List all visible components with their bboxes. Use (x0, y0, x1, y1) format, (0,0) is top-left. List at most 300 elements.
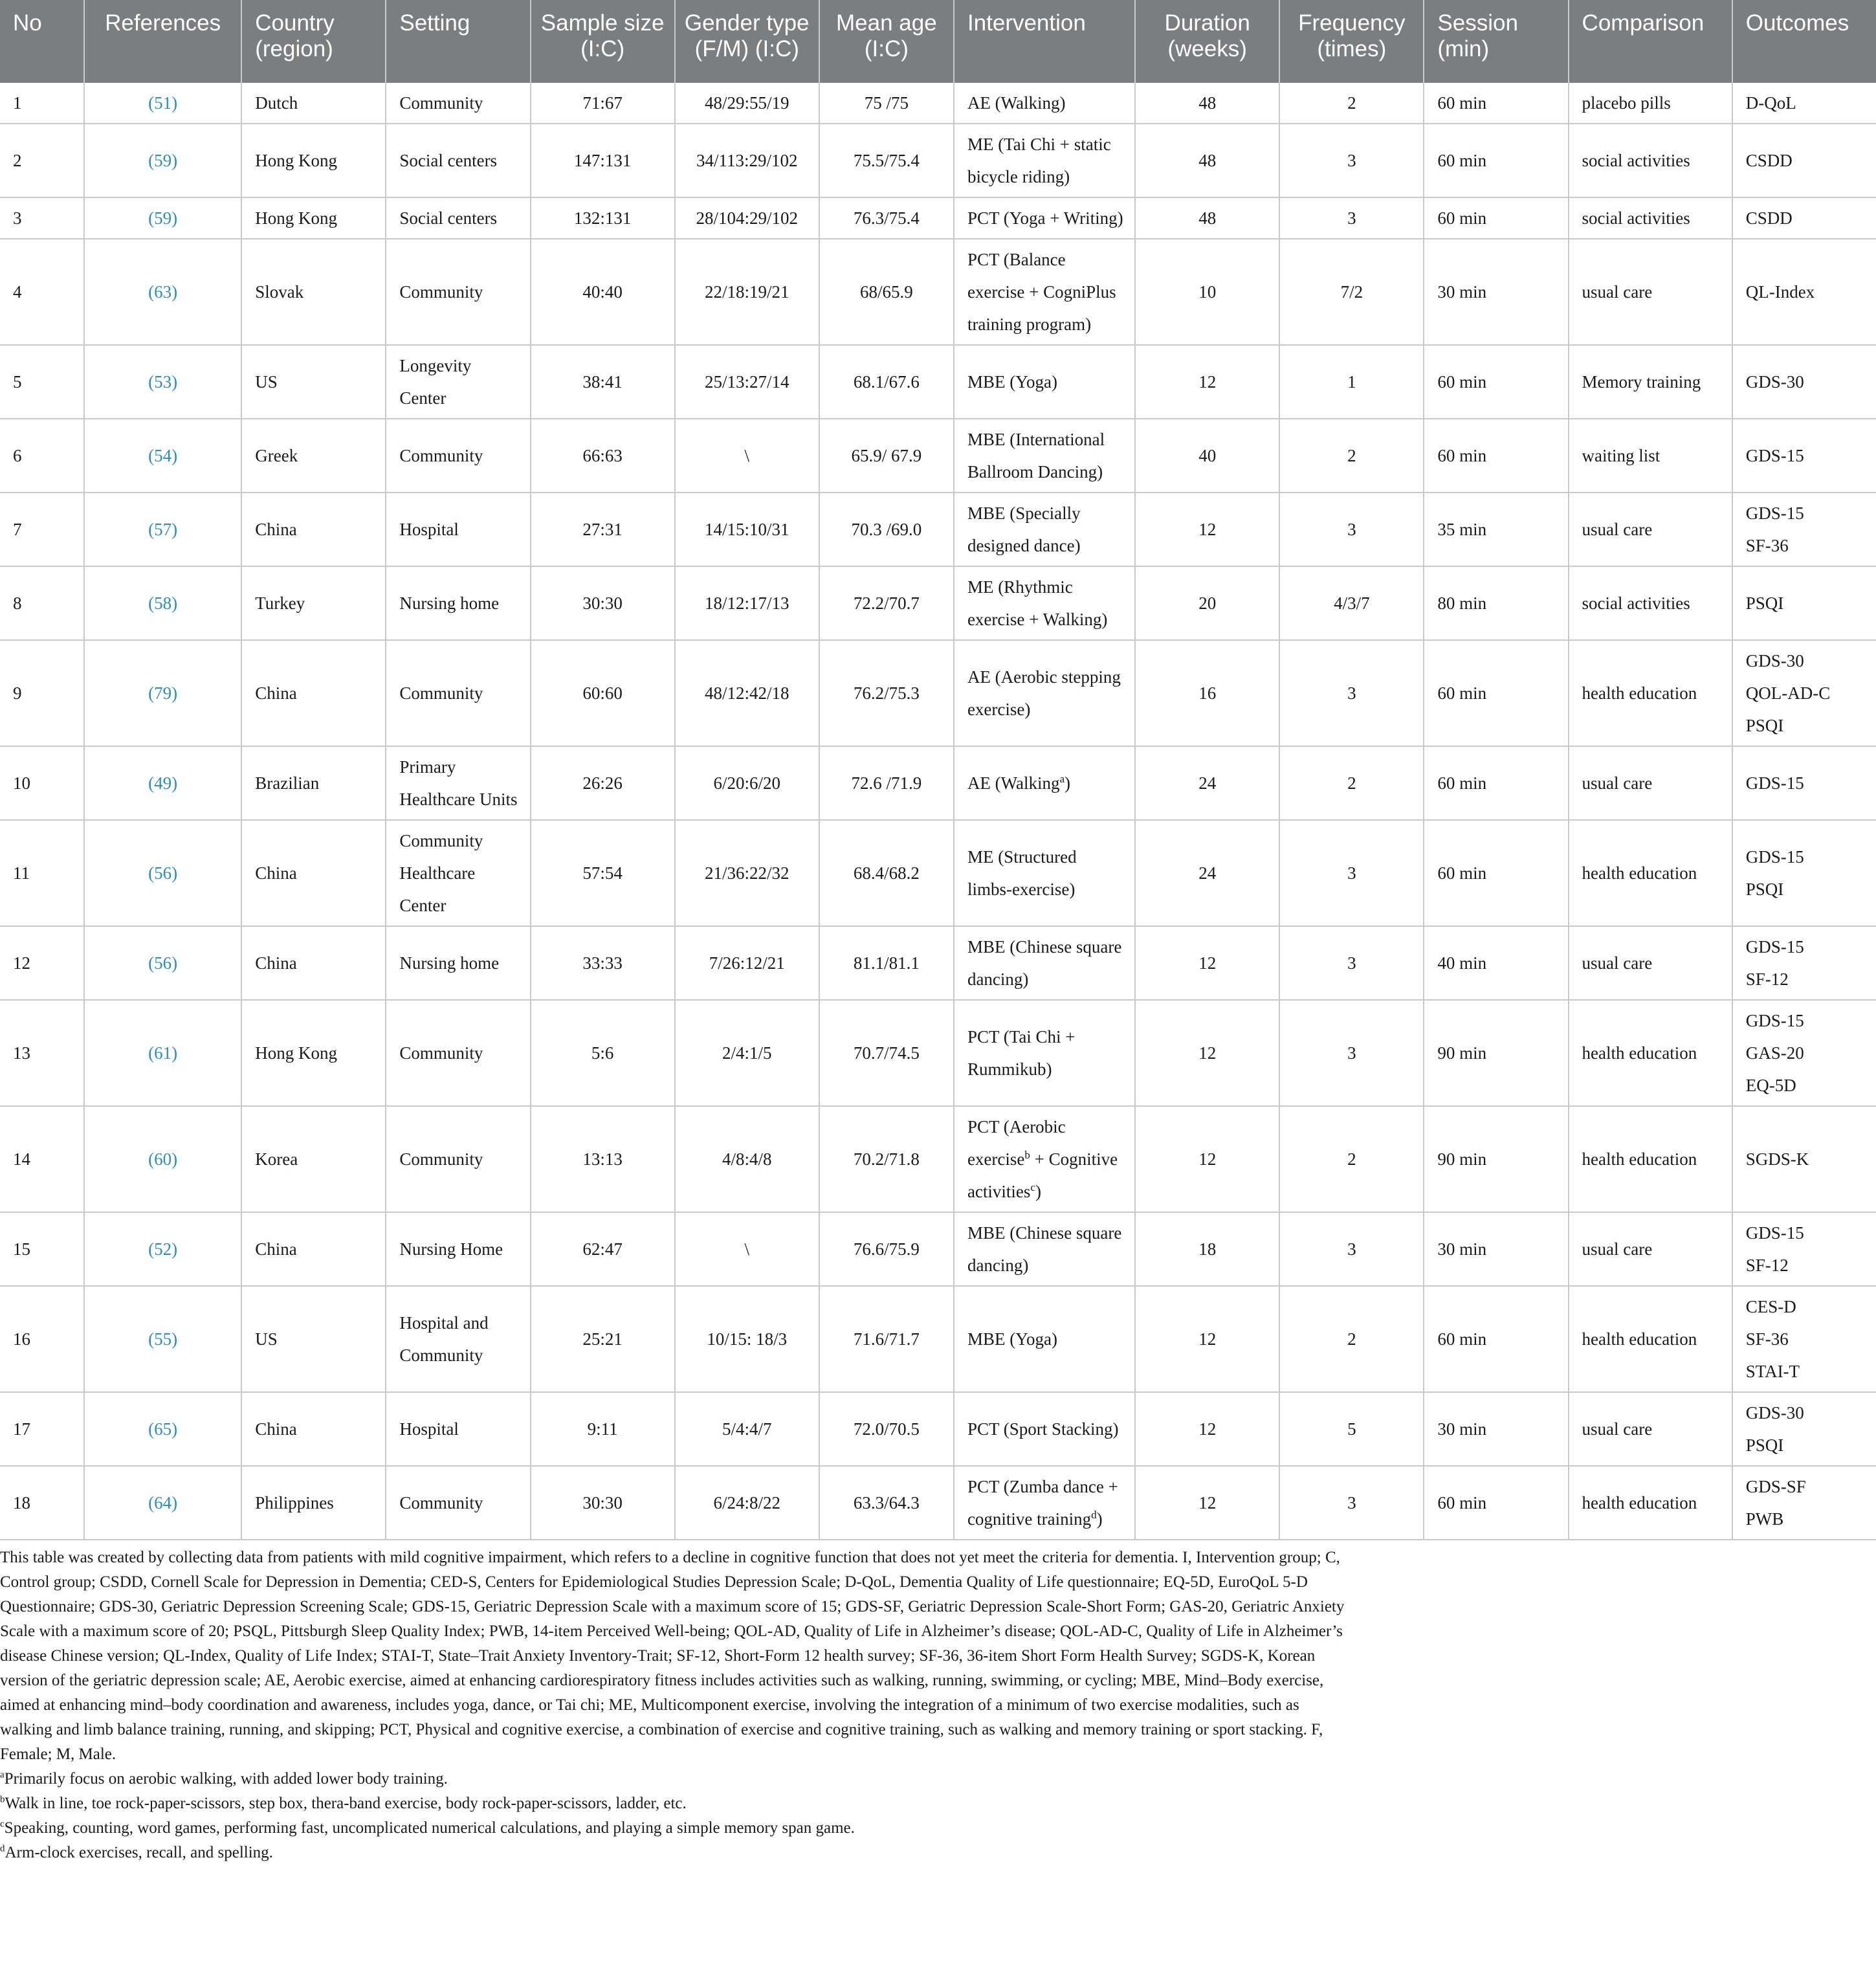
cell-no: 8 (0, 566, 84, 640)
cell-no: 17 (0, 1392, 84, 1466)
cell-setting: Primary Healthcare Units (386, 746, 530, 820)
footnote-marker: a (1059, 773, 1065, 785)
cell-reference: (52) (84, 1212, 241, 1286)
cell-setting: Hospital and Community (386, 1286, 530, 1392)
cell-session: 60 min (1424, 197, 1568, 239)
cell-gender-type: 21/36:22/32 (675, 820, 819, 926)
cell-country: Korea (241, 1106, 386, 1212)
cell-comparison: waiting list (1569, 419, 1732, 493)
intervention-text: MBE (Specially designed dance) (967, 504, 1081, 555)
cell-no: 13 (0, 1000, 84, 1106)
cell-comparison: health education (1569, 1000, 1732, 1106)
cell-comparison: health education (1569, 1106, 1732, 1212)
header-outcomes: Outcomes (1732, 0, 1876, 83)
outcomes-text: GDS-15 (1745, 773, 1804, 793)
cell-duration: 48 (1135, 197, 1279, 239)
cell-sample-size: 57:54 (531, 820, 675, 926)
cell-setting: Community Healthcare Center (386, 820, 530, 926)
cell-duration: 40 (1135, 419, 1279, 493)
cell-country: US (241, 345, 386, 419)
cell-mean-age: 72.2/70.7 (819, 566, 954, 640)
cell-duration: 20 (1135, 566, 1279, 640)
cell-session: 90 min (1424, 1106, 1568, 1212)
cell-outcomes (1732, 345, 1876, 419)
cell-duration: 48 (1135, 83, 1279, 124)
reference-link[interactable]: 57 (154, 520, 172, 539)
cell-gender-type: 4/8:4/8 (675, 1106, 819, 1212)
cell-session: 30 min (1424, 1392, 1568, 1466)
cell-frequency: 2 (1279, 1106, 1424, 1212)
cell-gender-type: 18/12:17/13 (675, 566, 819, 640)
outcomes-text: QL-Index (1745, 282, 1815, 302)
cell-frequency: 3 (1279, 820, 1424, 926)
cell-sample-size: 30:30 (531, 566, 675, 640)
cell-intervention (954, 345, 1135, 419)
cell-mean-age: 65.9/ 67.9 (819, 419, 954, 493)
header-row (0, 0, 1876, 83)
cell-frequency: 2 (1279, 746, 1424, 820)
table-row (0, 1286, 1876, 1392)
cell-comparison: usual care (1569, 239, 1732, 345)
cell-no: 7 (0, 493, 84, 566)
cell-sample-size: 71:67 (531, 83, 675, 124)
cell-duration: 24 (1135, 746, 1279, 820)
cell-gender-type: 14/15:10/31 (675, 493, 819, 566)
cell-mean-age: 76.6/75.9 (819, 1212, 954, 1286)
cell-country: Philippines (241, 1466, 386, 1540)
cell-intervention (954, 197, 1135, 239)
cell-intervention (954, 239, 1135, 345)
cell-reference: (55) (84, 1286, 241, 1392)
outcomes-text: SGDS-K (1745, 1149, 1809, 1169)
cell-country: China (241, 820, 386, 926)
cell-mean-age: 71.6/71.7 (819, 1286, 954, 1392)
cell-outcomes (1732, 124, 1876, 197)
reference-link[interactable]: 59 (154, 151, 172, 170)
cell-comparison: usual care (1569, 746, 1732, 820)
cell-duration: 12 (1135, 1392, 1279, 1466)
cell-outcomes (1732, 566, 1876, 640)
cell-reference: (53) (84, 345, 241, 419)
cell-sample-size: 38:41 (531, 345, 675, 419)
cell-reference: (79) (84, 640, 241, 746)
cell-gender-type: 7/26:12/21 (675, 926, 819, 1000)
outcomes-text: GDS-15 SF-36 (1745, 504, 1804, 555)
cell-outcomes (1732, 1392, 1876, 1466)
footnote-marker: b (1024, 1149, 1030, 1161)
reference-link[interactable]: 58 (154, 593, 172, 613)
cell-setting: Community (386, 1106, 530, 1212)
table-header (0, 0, 1876, 83)
cell-gender-type: 28/104:29/102 (675, 197, 819, 239)
cell-country: US (241, 1286, 386, 1392)
intervention-text: PCT (Sport Stacking) (967, 1419, 1119, 1439)
cell-gender-type: 48/29:55/19 (675, 83, 819, 124)
cell-intervention (954, 820, 1135, 926)
cell-no: 10 (0, 746, 84, 820)
cell-intervention (954, 1000, 1135, 1106)
cell-mean-age: 76.2/75.3 (819, 640, 954, 746)
cell-session: 60 min (1424, 640, 1568, 746)
cell-reference: (59) (84, 197, 241, 239)
cell-session: 60 min (1424, 83, 1568, 124)
table-row (0, 1106, 1876, 1212)
cell-no: 6 (0, 419, 84, 493)
cell-no: 3 (0, 197, 84, 239)
reference-link[interactable]: 54 (154, 446, 172, 465)
cell-session: 40 min (1424, 926, 1568, 1000)
cell-frequency: 3 (1279, 640, 1424, 746)
cell-sample-size: 26:26 (531, 746, 675, 820)
cell-duration: 12 (1135, 1286, 1279, 1392)
footnote (0, 1816, 1346, 1841)
cell-reference: (59) (84, 124, 241, 197)
cell-no: 2 (0, 124, 84, 197)
cell-mean-age: 63.3/64.3 (819, 1466, 954, 1540)
cell-duration: 12 (1135, 926, 1279, 1000)
outcomes-text: GDS-30 QOL-AD-C PSQI (1745, 651, 1831, 735)
footnote (0, 1767, 1346, 1791)
cell-gender-type: 25/13:27/14 (675, 345, 819, 419)
cell-country: Slovak (241, 239, 386, 345)
intervention-text: AE (Walking (967, 773, 1060, 793)
cell-intervention (954, 926, 1135, 1000)
cell-no: 5 (0, 345, 84, 419)
cell-sample-size: 62:47 (531, 1212, 675, 1286)
cell-duration: 10 (1135, 239, 1279, 345)
cell-outcomes (1732, 926, 1876, 1000)
cell-frequency: 3 (1279, 197, 1424, 239)
cell-reference: (56) (84, 926, 241, 1000)
cell-session: 60 min (1424, 345, 1568, 419)
cell-country: China (241, 926, 386, 1000)
reference-link[interactable]: 63 (154, 282, 172, 302)
cell-setting: Community (386, 83, 530, 124)
cell-sample-size: 40:40 (531, 239, 675, 345)
cell-country: Dutch (241, 83, 386, 124)
cell-comparison: usual care (1569, 926, 1732, 1000)
cell-mean-age: 72.0/70.5 (819, 1392, 954, 1466)
reference-link[interactable]: 61 (154, 1043, 172, 1063)
cell-setting: Hospital (386, 1392, 530, 1466)
table-row (0, 820, 1876, 926)
cell-country: Hong Kong (241, 197, 386, 239)
cell-frequency: 3 (1279, 926, 1424, 1000)
cell-outcomes (1732, 1286, 1876, 1392)
intervention-text: PCT (Balance exercise + CogniPlus training program) (967, 250, 1116, 334)
cell-frequency: 2 (1279, 419, 1424, 493)
outcomes-text: GDS-SF PWB (1745, 1477, 1806, 1529)
footnote-mark: c (0, 1819, 5, 1830)
header-references: References (84, 0, 241, 83)
outcomes-text: GDS-15 (1745, 446, 1804, 465)
cell-mean-age: 68.4/68.2 (819, 820, 954, 926)
cell-setting: Social centers (386, 124, 530, 197)
footnote (0, 1791, 1346, 1816)
cell-reference: (49) (84, 746, 241, 820)
outcomes-text: GDS-30 PSQI (1745, 1403, 1804, 1455)
cell-duration: 12 (1135, 493, 1279, 566)
cell-no: 12 (0, 926, 84, 1000)
cell-gender-type: 2/4:1/5 (675, 1000, 819, 1106)
table-note-main: This table was created by collecting data from patients with mild cognitive impairment, which refers to a decline in cognitive function that does not yet meet the criteria for dementia. I, Intervention group; C, Control group; CSDD, Cornell Scale for Depression in Dementia; CED-S, Centers for Epidemiological Studies Depression Scale; D-QoL, Dementia Quality of Life questionnaire; EQ-5D, EuroQoL 5-D Questionnaire; GDS-30, Geriatric Depression Screening Scale; GDS-15, Geriatric Depression Scale with a maximum score of 15; GDS-SF, Geriatric Depression Scale-Short Form; GAS-20, Geriatric Anxiety Scale with a maximum score of 20; PSQL, Pittsburgh Sleep Quality Index; PWB, 14-item Perceived Well-being; QOL-AD, Quality of Life in Alzheimer’s disease; QOL-AD-C, Quality of Life in Alzheimer’s disease Chinese version; QL-Index, Quality of Life Index; STAI-T, State–Trait Anxiety Inventory-Trait; SF-12, Short-Form 12 health survey; SF-36, 36-item Short Form Health Survey; SGDS-K, Korean version of the geriatric depression scale; AE, Aerobic exercise, aimed at enhancing cardiorespiratory fitness includes activities such as walking, running, swimming, or cycling; MBE, Mind–Body exercise, aimed at enhancing mind–body coordination and awareness, includes yoga, dance, or Tai chi; ME, Multicomponent exercise, involving the integration of a minimum of two exercise modalities, such as walking and limb balance training, running, and skipping; PCT, Physical and cognitive exercise, a combination of exercise and cognitive training, such as walking and memory training or sport stacking. F, Female; M, Male. (0, 1549, 1345, 1763)
cell-comparison: usual care (1569, 1392, 1732, 1466)
cell-no: 1 (0, 83, 84, 124)
footnote-text: Primarily focus on aerobic walking, with added lower body training. (4, 1770, 448, 1788)
footnote-mark: b (0, 1794, 5, 1805)
cell-gender-type: 6/20:6/20 (675, 746, 819, 820)
cell-session: 30 min (1424, 239, 1568, 345)
cell-reference: (51) (84, 83, 241, 124)
outcomes-text: GDS-15 SF-12 (1745, 937, 1804, 989)
cell-duration: 12 (1135, 1000, 1279, 1106)
reference-link[interactable]: 60 (154, 1149, 172, 1169)
cell-session: 60 min (1424, 124, 1568, 197)
cell-sample-size: 5:6 (531, 1000, 675, 1106)
reference-link[interactable]: 52 (154, 1239, 172, 1259)
table-row (0, 83, 1876, 124)
footnote-marker: c (1030, 1181, 1035, 1193)
reference-link[interactable]: 79 (154, 683, 172, 703)
cell-outcomes (1732, 239, 1876, 345)
outcomes-text: D-QoL (1745, 93, 1796, 113)
cell-frequency: 5 (1279, 1392, 1424, 1466)
cell-mean-age: 76.3/75.4 (819, 197, 954, 239)
cell-country: China (241, 1212, 386, 1286)
cell-comparison: health education (1569, 1466, 1732, 1540)
table-row (0, 746, 1876, 820)
cell-mean-age: 70.7/74.5 (819, 1000, 954, 1106)
cell-outcomes (1732, 419, 1876, 493)
intervention-text: ME (Structured limbs-exercise) (967, 847, 1077, 899)
cell-intervention (954, 1212, 1135, 1286)
cell-setting: Community (386, 239, 530, 345)
reference-link[interactable]: 51 (154, 93, 172, 113)
cell-gender-type: 10/15: 18/3 (675, 1286, 819, 1392)
outcomes-text: GDS-15 GAS-20 EQ-5D (1745, 1011, 1804, 1095)
cell-gender-type: 5/4:4/7 (675, 1392, 819, 1466)
footnote (0, 1841, 1346, 1865)
cell-outcomes (1732, 83, 1876, 124)
header-setting: Setting (386, 0, 530, 83)
cell-intervention (954, 1466, 1135, 1540)
cell-outcomes (1732, 1212, 1876, 1286)
cell-duration: 48 (1135, 124, 1279, 197)
cell-gender-type: 22/18:19/21 (675, 239, 819, 345)
cell-duration: 12 (1135, 1466, 1279, 1540)
cell-intervention (954, 419, 1135, 493)
cell-setting: Community (386, 1000, 530, 1106)
outcomes-text: CES-D SF-36 STAI-T (1745, 1297, 1800, 1381)
cell-gender-type: 34/113:29/102 (675, 124, 819, 197)
footnote-text: Arm-clock exercises, recall, and spelling. (5, 1844, 273, 1861)
footnote-text: Walk in line, toe rock-paper-scissors, step box, thera-band exercise, body rock-paper-scissors, ladder, etc. (5, 1795, 687, 1812)
header-gender-type: Gender type (F/M) (I:C) (675, 0, 819, 83)
cell-session: 60 min (1424, 1466, 1568, 1540)
table-row (0, 1392, 1876, 1466)
outcomes-text: GDS-15 SF-12 (1745, 1223, 1804, 1275)
cell-setting: Hospital (386, 493, 530, 566)
cell-setting: Social centers (386, 197, 530, 239)
footnote-mark: d (0, 1843, 5, 1854)
cell-country: Hong Kong (241, 1000, 386, 1106)
cell-reference: (54) (84, 419, 241, 493)
cell-intervention (954, 746, 1135, 820)
footnote-list (0, 1767, 1346, 1865)
cell-reference: (58) (84, 566, 241, 640)
cell-sample-size: 33:33 (531, 926, 675, 1000)
cell-country: Greek (241, 419, 386, 493)
cell-setting: Community (386, 640, 530, 746)
cell-gender-type: \ (675, 1212, 819, 1286)
cell-outcomes (1732, 1106, 1876, 1212)
cell-setting: Community (386, 419, 530, 493)
cell-sample-size: 60:60 (531, 640, 675, 746)
cell-reference: (57) (84, 493, 241, 566)
cell-setting: Nursing Home (386, 1212, 530, 1286)
reference-link[interactable]: 49 (154, 773, 172, 793)
reference-link[interactable]: 65 (154, 1419, 172, 1439)
cell-frequency: 7/2 (1279, 239, 1424, 345)
cell-session: 80 min (1424, 566, 1568, 640)
intervention-text: PCT (Aerobic exercise (967, 1117, 1066, 1169)
reference-link[interactable]: 53 (154, 372, 172, 392)
cell-duration: 24 (1135, 820, 1279, 926)
intervention-text: ME (Rhythmic exercise + Walking) (967, 577, 1108, 629)
header-sample-size: Sample size (I:C) (531, 0, 675, 83)
reference-link[interactable]: 56 (154, 863, 172, 883)
intervention-text: PCT (Tai Chi + Rummikub) (967, 1027, 1076, 1079)
cell-sample-size: 25:21 (531, 1286, 675, 1392)
cell-comparison: social activities (1569, 197, 1732, 239)
cell-intervention (954, 566, 1135, 640)
cell-mean-age: 81.1/81.1 (819, 926, 954, 1000)
table-notes (0, 1546, 1346, 1865)
header-mean-age: Mean age (I:C) (819, 0, 954, 83)
header-session: Session (min) (1424, 0, 1568, 83)
cell-outcomes (1732, 197, 1876, 239)
intervention-text-cont: + Cognitive activities (967, 1149, 1118, 1201)
cell-comparison: usual care (1569, 493, 1732, 566)
table-row (0, 926, 1876, 1000)
intervention-text: PCT (Yoga + Writing) (967, 208, 1123, 228)
header-intervention: Intervention (954, 0, 1135, 83)
outcomes-text: CSDD (1745, 151, 1793, 170)
cell-reference: (64) (84, 1466, 241, 1540)
cell-mean-age: 75.5/75.4 (819, 124, 954, 197)
header-no: No (0, 0, 84, 83)
cell-no: 16 (0, 1286, 84, 1392)
cell-session: 60 min (1424, 820, 1568, 926)
cell-reference: (65) (84, 1392, 241, 1466)
cell-comparison: health education (1569, 640, 1732, 746)
footnote-mark: a (0, 1769, 5, 1780)
table-body (0, 83, 1876, 1540)
intervention-text: MBE (Chinese square dancing) (967, 1223, 1122, 1275)
cell-country: China (241, 493, 386, 566)
intervention-text: AE (Aerobic stepping exercise) (967, 667, 1121, 719)
cell-session: 90 min (1424, 1000, 1568, 1106)
outcomes-text: GDS-30 (1745, 372, 1804, 392)
table-row (0, 419, 1876, 493)
intervention-text: MBE (Chinese square dancing) (967, 937, 1122, 989)
table-row (0, 493, 1876, 566)
cell-frequency: 2 (1279, 1286, 1424, 1392)
cell-setting: Nursing home (386, 926, 530, 1000)
table-row (0, 197, 1876, 239)
cell-frequency: 3 (1279, 1466, 1424, 1540)
cell-country: China (241, 640, 386, 746)
cell-comparison: social activities (1569, 124, 1732, 197)
cell-sample-size: 147:131 (531, 124, 675, 197)
cell-setting: Longevity Center (386, 345, 530, 419)
header-country: Country (region) (241, 0, 386, 83)
cell-comparison: placebo pills (1569, 83, 1732, 124)
cell-comparison: health education (1569, 820, 1732, 926)
cell-comparison: Memory training (1569, 345, 1732, 419)
cell-mean-age: 70.2/71.8 (819, 1106, 954, 1212)
cell-mean-age: 70.3 /69.0 (819, 493, 954, 566)
table-row (0, 1000, 1876, 1106)
header-frequency: Frequency (times) (1279, 0, 1424, 83)
reference-link[interactable]: 64 (154, 1493, 172, 1512)
cell-frequency: 1 (1279, 345, 1424, 419)
footnote-text: Speaking, counting, word games, performing fast, uncomplicated numerical calculations, and playing a simple memory span game. (4, 1819, 855, 1837)
cell-gender-type: 48/12:42/18 (675, 640, 819, 746)
cell-sample-size: 27:31 (531, 493, 675, 566)
cell-intervention (954, 1392, 1135, 1466)
cell-sample-size: 66:63 (531, 419, 675, 493)
table-row (0, 345, 1876, 419)
cell-no: 18 (0, 1466, 84, 1540)
cell-reference: (60) (84, 1106, 241, 1212)
cell-reference: (56) (84, 820, 241, 926)
cell-frequency: 3 (1279, 493, 1424, 566)
cell-frequency: 3 (1279, 124, 1424, 197)
cell-sample-size: 9:11 (531, 1392, 675, 1466)
cell-duration: 12 (1135, 1106, 1279, 1212)
cell-session: 60 min (1424, 746, 1568, 820)
header-duration: Duration (weeks) (1135, 0, 1279, 83)
cell-gender-type: \ (675, 419, 819, 493)
cell-reference: (61) (84, 1000, 241, 1106)
cell-outcomes (1732, 1000, 1876, 1106)
reference-link[interactable]: 56 (154, 953, 172, 973)
intervention-text-cont: ) (1065, 773, 1071, 793)
cell-no: 9 (0, 640, 84, 746)
cell-intervention (954, 1286, 1135, 1392)
reference-link[interactable]: 59 (154, 208, 172, 228)
footnote-marker: d (1091, 1509, 1097, 1521)
intervention-text: AE (Walking) (967, 93, 1066, 113)
intervention-text-cont: ) (1096, 1509, 1103, 1529)
cell-comparison: social activities (1569, 566, 1732, 640)
cell-duration: 16 (1135, 640, 1279, 746)
cell-outcomes (1732, 1466, 1876, 1540)
cell-intervention (954, 83, 1135, 124)
intervention-text-end: ) (1035, 1182, 1041, 1201)
cell-mean-age: 68/65.9 (819, 239, 954, 345)
cell-session: 35 min (1424, 493, 1568, 566)
cell-country: China (241, 1392, 386, 1466)
cell-intervention (954, 124, 1135, 197)
cell-sample-size: 30:30 (531, 1466, 675, 1540)
cell-frequency: 4/3/7 (1279, 566, 1424, 640)
cell-outcomes (1732, 820, 1876, 926)
cell-outcomes (1732, 640, 1876, 746)
cell-mean-age: 72.6 /71.9 (819, 746, 954, 820)
reference-link[interactable]: 55 (154, 1329, 172, 1349)
